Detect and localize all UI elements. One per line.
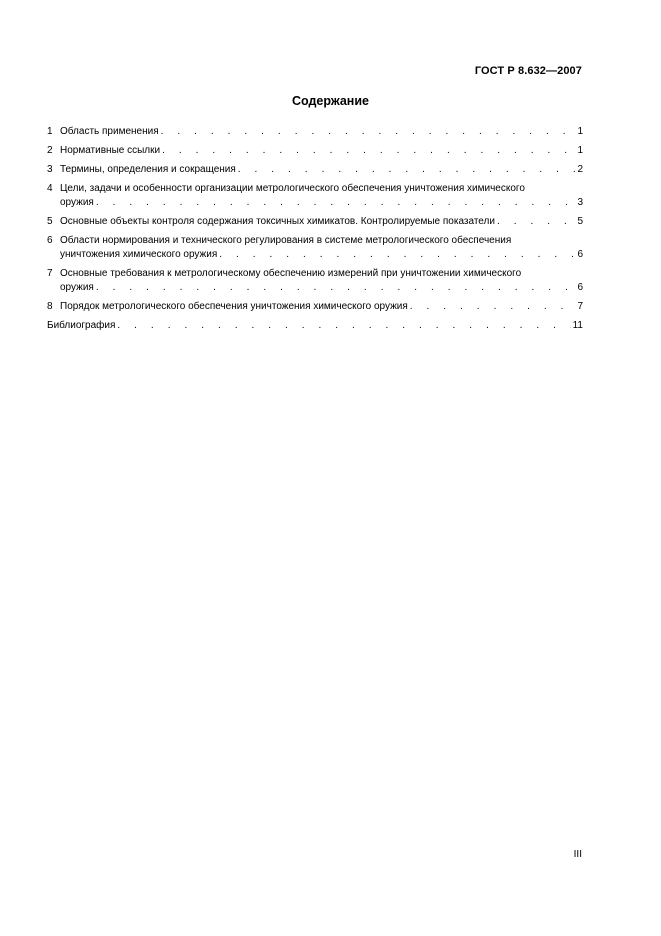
toc-entry-page: 5: [577, 216, 583, 227]
toc-entry-number: 2: [47, 145, 53, 156]
toc-entry-title: Области нормирования и технического регулирования в системе метрологического обеспечения: [60, 235, 512, 246]
toc-entry-title: уничтожения химического оружия: [60, 249, 218, 260]
toc-leader-dots: [96, 196, 576, 210]
toc-entry[interactable]: [47, 182, 583, 210]
toc-entry-number: 7: [47, 268, 53, 279]
toc-entry-number: 5: [47, 216, 53, 227]
toc-entry-title: Термины, определения и сокращения: [60, 164, 236, 175]
toc-entry-page: 1: [577, 145, 583, 156]
toc-entry-title: Цели, задачи и особенности организации метрологического обеспечения уничтожения химического: [60, 183, 525, 194]
toc-entry-title: оружия: [60, 197, 94, 208]
toc-entry[interactable]: [47, 300, 583, 314]
toc-entry-title: Область применения: [60, 126, 159, 137]
toc-entry-title: Порядок метрологического обеспечения уничтожения химического оружия: [60, 301, 408, 312]
toc-entry-page: 7: [577, 301, 583, 312]
toc-entry[interactable]: [47, 163, 583, 177]
toc-entry-number: 6: [47, 235, 53, 246]
toc-entry-page: 11: [572, 320, 583, 331]
toc-leader-dots: [238, 163, 576, 177]
toc-leader-dots: [161, 125, 576, 139]
toc-entry[interactable]: [47, 125, 583, 139]
toc-entry-number: 4: [47, 183, 53, 194]
toc-entry-title: Основные требования к метрологическому обеспечению измерений при уничтожении химического: [60, 268, 522, 279]
toc-entry-number: 8: [47, 301, 53, 312]
toc-leader-dots: [117, 319, 570, 333]
toc-leader-dots: [497, 215, 576, 229]
document-code: ГОСТ Р 8.632—2007: [474, 65, 582, 77]
toc-entry-title: Основные объекты контроля содержания токсичных химикатов. Контролируемые показатели: [60, 216, 495, 227]
toc-entry-page: 2: [577, 164, 583, 175]
toc-entry-page: 6: [577, 282, 583, 293]
toc-entry[interactable]: [47, 234, 583, 262]
page-number: III: [573, 849, 582, 860]
toc-leader-dots: [162, 144, 575, 158]
toc-entry[interactable]: [47, 144, 583, 158]
toc-title: Содержание: [291, 94, 369, 108]
toc-leader-dots: [219, 248, 575, 262]
toc-entry-title: Нормативные ссылки: [60, 145, 161, 156]
toc-leader-dots: [410, 300, 576, 314]
toc-entry-number: 1: [47, 126, 53, 137]
toc-entry-title: Библиография: [47, 320, 116, 331]
toc-entry-page: 3: [577, 197, 583, 208]
toc-entry[interactable]: [47, 319, 583, 333]
toc-entry-title: оружия: [60, 282, 94, 293]
toc-entry-number: 3: [47, 164, 53, 175]
toc-entry[interactable]: [47, 215, 583, 229]
table-of-contents: [47, 125, 583, 338]
toc-entry[interactable]: [47, 267, 583, 295]
toc-entry-page: 1: [577, 126, 583, 137]
toc-entry-page: 6: [577, 249, 583, 260]
toc-leader-dots: [96, 281, 576, 295]
